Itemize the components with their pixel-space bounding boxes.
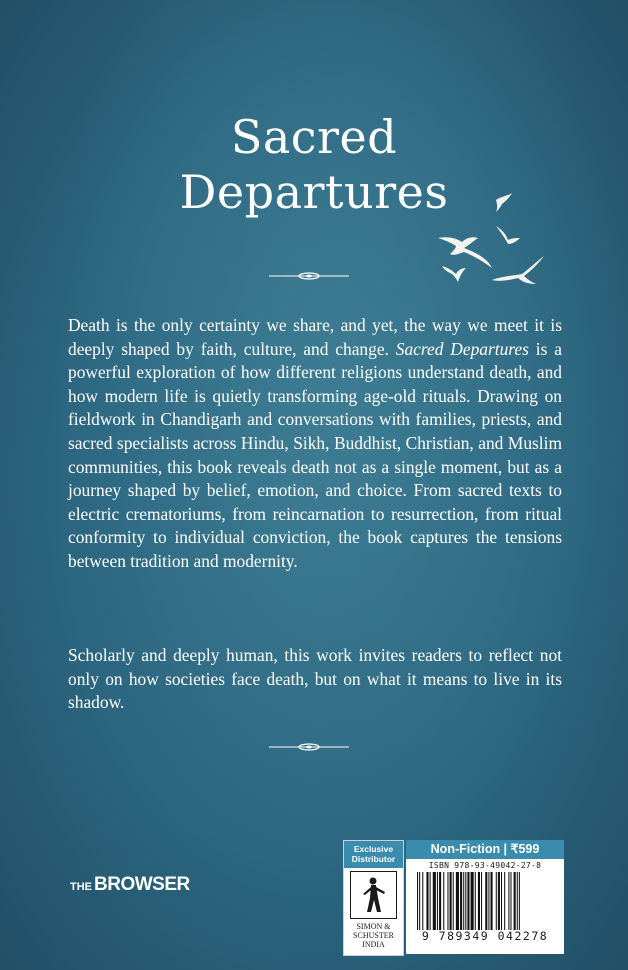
publisher-prefix: THE: [70, 881, 92, 893]
ornament-divider-top: [269, 271, 349, 281]
barcode-bars: [415, 872, 555, 930]
barcode-box: [406, 840, 564, 954]
barcode-bar: [456, 872, 459, 930]
isbn-digits: 9 789349 042278: [421, 929, 549, 943]
barcode-bar: [430, 872, 431, 930]
barcode-bar: [510, 872, 511, 930]
barcode-bar: [439, 872, 441, 930]
distributor-name-line-3: INDIA: [362, 940, 385, 949]
barcode-bar: [465, 872, 466, 930]
barcode-bar: [419, 872, 420, 930]
sower-logo-icon: [350, 871, 397, 919]
barcode-bar: [491, 872, 493, 930]
barcode-bar: [447, 872, 448, 930]
genre-price-label: Non-Fiction | ₹599: [406, 840, 564, 859]
barcode-bar: [485, 872, 487, 930]
barcode-bar: [417, 872, 418, 930]
book-title-italic: Sacred Departures: [395, 338, 529, 359]
barcode-bar: [443, 872, 444, 930]
barcode-bar: [450, 872, 452, 930]
barcode-bar: [453, 872, 454, 930]
description-paragraph-1: [68, 314, 562, 574]
publisher-name: BROWSER: [94, 874, 190, 895]
distributor-label: Exclusive Distributor: [344, 841, 403, 868]
barcode-bar: [488, 872, 489, 930]
description-text-a: Death is the only certainty we share, and yet, the way we meet it is deeply shaped by faith, culture, and change.: [68, 315, 562, 359]
barcode-bar: [517, 872, 518, 930]
barcode-bar: [501, 872, 502, 930]
description-text-b: is a powerful exploration of how different religions understand death, and how modern life is quietly transforming age-old rituals. Drawing on fieldwork in Chandigarh and conversations with families, priests, and sacred specialists across Hindu, Sikh, Buddhist, Christian, and Muslim communities, this book reveals death not as a single moment, but as a journey shaped by belief, emotion, and choice. From sacred texts to electric crematoriums, from reincarnation to resurrection, from ritual conformity to individual conviction, the book captures the tensions between tradition and modernity.: [68, 338, 562, 571]
barcode-bar: [433, 872, 436, 930]
distributor-name-line-2: SCHUSTER: [353, 931, 394, 940]
barcode-bar: [437, 872, 438, 930]
barcode-bar: [422, 872, 423, 930]
book-title-line-1: Sacred: [230, 110, 398, 164]
barcode-bar: [478, 872, 480, 930]
barcode-bar: [475, 872, 476, 930]
ornament-divider-bottom: [269, 742, 349, 752]
flying-birds-illustration: [436, 188, 556, 288]
bird-2: [438, 237, 492, 268]
barcode-bar: [498, 872, 500, 930]
barcode-bar: [508, 872, 509, 930]
bird-1: [496, 193, 512, 212]
barcode-bar: [481, 872, 482, 930]
bird-3: [496, 226, 520, 244]
barcode-bar: [471, 872, 474, 930]
barcode-bar: [504, 872, 505, 930]
distributor-name: [344, 922, 403, 949]
publisher-logo: [70, 874, 190, 896]
barcode-bar: [514, 872, 516, 930]
distributor-name-line-1: SIMON &: [356, 922, 391, 931]
barcode-bar: [496, 872, 497, 930]
barcode-bar: [519, 872, 520, 930]
description-paragraph-2: Scholarly and deeply human, this work invites readers to reflect not only on how societies face death, but on what it means to live in its shadow.: [68, 645, 562, 713]
bird-5: [492, 256, 544, 284]
distributor-box: [343, 840, 404, 956]
bird-4: [442, 266, 466, 282]
barcode-bar: [426, 872, 428, 930]
barcode-bar: [460, 872, 462, 930]
isbn-text: ISBN 978-93-49042-27-8: [428, 861, 542, 870]
barcode-bar: [463, 872, 464, 930]
barcode-bar: [467, 872, 469, 930]
book-title-line-2: Departures: [179, 165, 449, 219]
